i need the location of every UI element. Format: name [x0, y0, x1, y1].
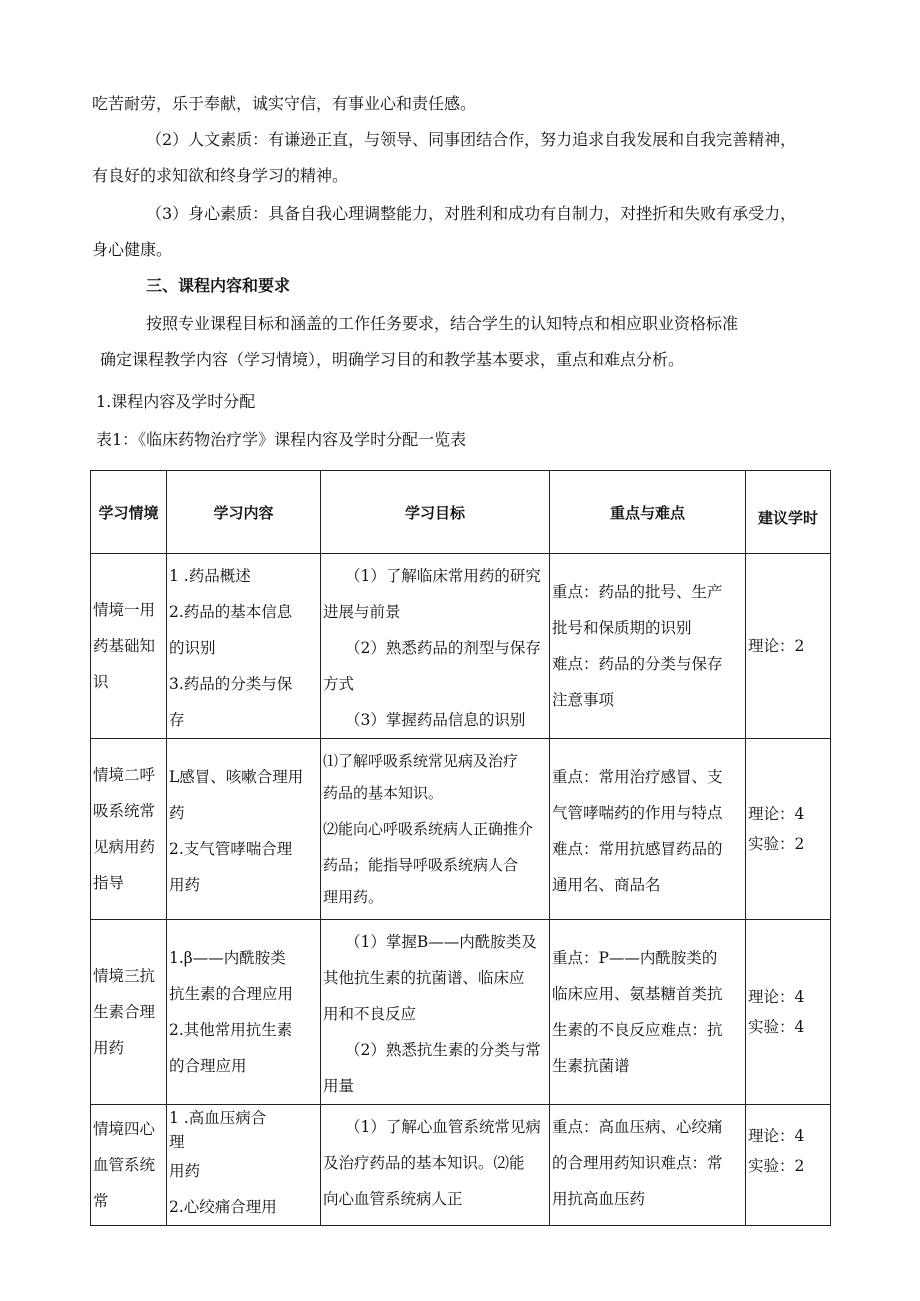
table-row [91, 920, 831, 1105]
course-table [90, 470, 831, 1226]
paragraph-4-line-1: 按照专业课程目标和涵盖的工作任务要求，结合学生的认知特点和相应职业资格标准 [146, 314, 739, 333]
cell-content: 1.β——内酰胺类 抗生素的合理应用 2.其他常用抗生素 的合理应用 [167, 920, 321, 1105]
cell-goals: （1）了解心血管系统常见病 及治疗药品的基本知识。⑵能 向心血管系统病人正 [321, 1105, 550, 1226]
table-row [91, 554, 831, 739]
cell-situation: 情境三抗 生素合理 用药 [91, 920, 167, 1105]
cell-hours: 理论：4 实验：2 [746, 1105, 831, 1226]
cell-focus: 重点：P——内酰胺类的 临床应用、氨基糖首类抗 生素的不良反应难点：抗 生素抗菌谱 [550, 920, 746, 1105]
cell-hours: 理论：2 [746, 554, 831, 739]
cell-focus: 重点：常用治疗感冒、支 气管哮喘药的作用与特点 难点：常用抗感冒药品的 通用名、商品名 [550, 739, 746, 920]
cell-goals: ⑴了解呼吸系统常见病及治疗 药品的基本知识。 ⑵能向心呼吸系统病人正确推介 药品；能指导呼吸系统病人合 理用药。 [321, 739, 550, 920]
header-content: 学习内容 [167, 471, 321, 554]
cell-goals: （1）了解临床常用药的研究 进展与前景 （2）熟悉药品的剂型与保存 方式 （3）掌握药品信息的识别 [321, 554, 550, 739]
cell-content: 1 .高血压病合 理 用药 2.心绞痛合理用 [167, 1105, 321, 1226]
cell-hours: 理论：4 实验：4 [746, 920, 831, 1105]
cell-situation: 情境一用 药基础知 识 [91, 554, 167, 739]
table-row [91, 1105, 831, 1226]
header-hours: 建议学时 [746, 471, 831, 554]
header-focus: 重点与难点 [550, 471, 746, 554]
subheading: 1.课程内容及学时分配 [96, 392, 256, 411]
paragraph-4-line-2: 确定课程教学内容（学习情境），明确学习目的和教学基本要求，重点和难点分析。 [100, 350, 685, 369]
table-caption: 表1：《临床药物治疗学》课程内容及学时分配一览表 [96, 430, 467, 449]
cell-focus: 重点：药品的批号、生产 批号和保质期的识别 难点：药品的分类与保存 注意事项 [550, 554, 746, 739]
section-heading: 三、课程内容和要求 [146, 276, 291, 295]
paragraph-3-line-1: （3）身心素质：具备自我心理调整能力，对胜利和成功有自制力，对挫折和失败有承受力， [146, 204, 797, 223]
cell-content: 1 .药品概述 2.药品的基本信息 的识别 3.药品的分类与保 存 [167, 554, 321, 739]
cell-goals: （1）掌握B——内酰胺类及 其他抗生素的抗菌谱、临床应 用和不良反应 （2）熟悉抗生素的分类与常 用量 [321, 920, 550, 1105]
table-header-row [91, 471, 831, 554]
header-situation: 学习情境 [91, 471, 167, 554]
paragraph-2-line-1: （2）人文素质：有谦逊正直，与领导、同事团结合作，努力追求自我发展和自我完善精神， [146, 130, 797, 149]
paragraph-2-line-2: 有良好的求知欲和终身学习的精神。 [92, 166, 349, 185]
table-row [91, 739, 831, 920]
cell-content: L感冒、咳嗽合理用 药 2.支气管哮喘合理 用药 [167, 739, 321, 920]
header-goals: 学习目标 [321, 471, 550, 554]
cell-hours: 理论：4 实验：2 [746, 739, 831, 920]
cell-focus: 重点：高血压病、心绞痛 的合理用药知识难点：常 用抗高血压药 [550, 1105, 746, 1226]
cell-situation: 情境二呼 吸系统常 见病用药 指导 [91, 739, 167, 920]
cell-situation: 情境四心 血管系统 常 [91, 1105, 167, 1226]
paragraph-1: 吃苦耐劳，乐于奉献，诚实守信，有事业心和责任感。 [92, 94, 477, 113]
paragraph-3-line-2: 身心健康。 [92, 240, 173, 259]
